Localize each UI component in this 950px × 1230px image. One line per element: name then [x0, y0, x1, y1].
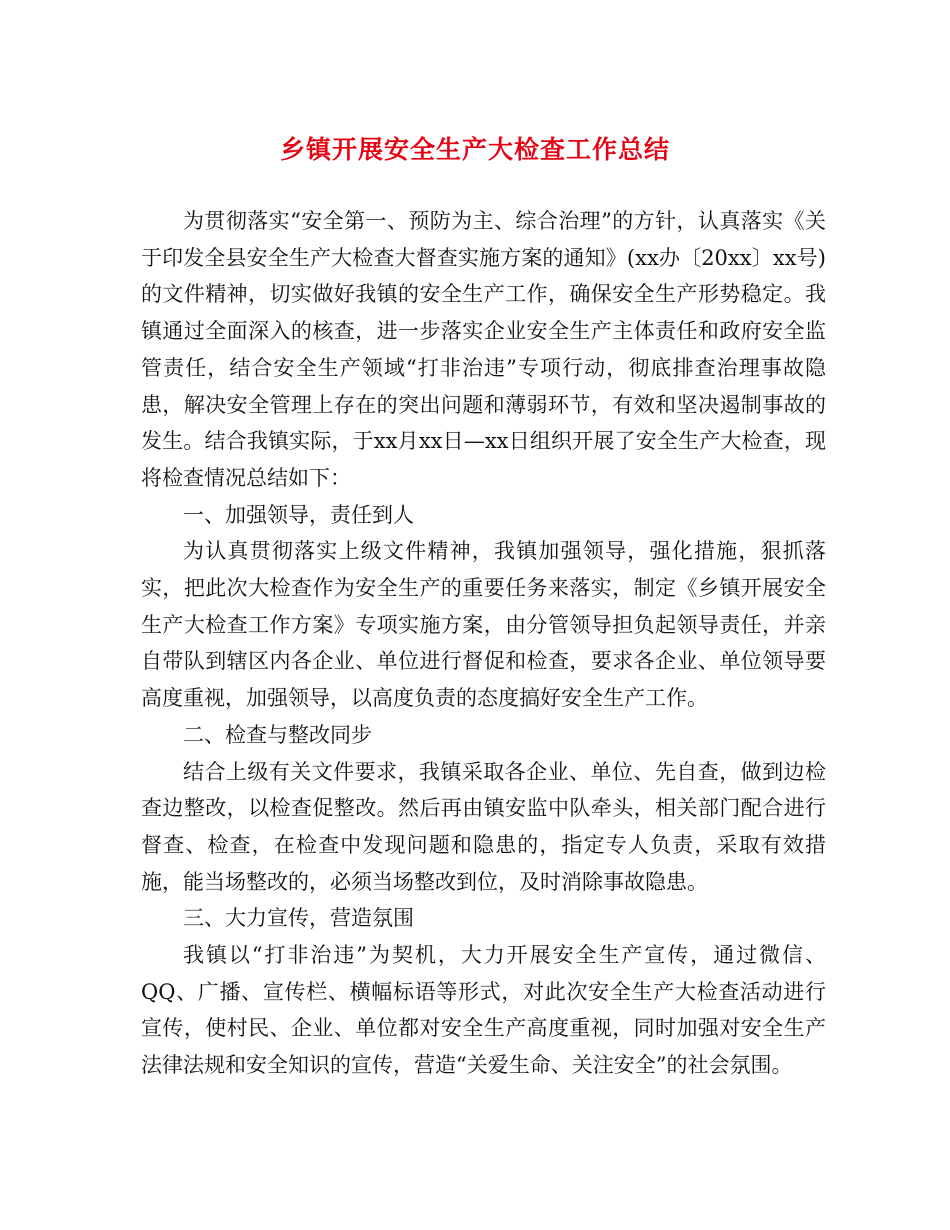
section-paragraph-1: 为认真贯彻落实上级文件精神，我镇加强领导，强化措施，狠抓落实，把此次大检查作为安全生产的重要任务来落实，制定《乡镇开展安全生产大检查工作方案》专项实施方案，由分管领导担负起领导责任，并亲自带队到辖区内各企业、单位进行督促和检查，要求各企业、单位领导要高度重视，加强领导，以高度负责的态度搞好安全生产工作。	[141, 539, 826, 711]
intro-paragraph: 为贯彻落实“安全第一、预防为主、综合治理”的方针，认真落实《关于印发全县安全生产大检查大督查实施方案的通知》(xx办〔20xx〕xx号)的文件精神，切实做好我镇的安全生产工作，确保安全生产形势稳定。我镇通过全面深入的核查，进一步落实企业安全生产主体责任和政府安全监管责任，结合安全生产领域“打非治违”专项行动，彻底排查治理事故隐患，解决安全管理上存在的突出问题和薄弱环节，有效和坚决遏制事故的发生。结合我镇实际，于xx月xx日—xx日组织开展了安全生产大检查，现将检查情况总结如下：	[141, 209, 826, 490]
section-heading-1: 一、加强领导，责任到人	[183, 502, 414, 527]
section-paragraph-2: 结合上级有关文件要求，我镇采取各企业、单位、先自查，做到边检查边整改，以检查促整改。然后再由镇安监中队牵头，相关部门配合进行督查、检查，在检查中发现问题和隐患的，指定专人负责，采取有效措施，能当场整改的，必须当场整改到位，及时消除事故隐患。	[141, 759, 826, 894]
section-heading-3: 三、大力宣传，营造氛围	[183, 906, 414, 931]
section-heading-2: 二、检查与整改同步	[183, 722, 372, 747]
section-paragraph-3: 我镇以“打非治违”为契机，大力开展安全生产宣传，通过微信、QQ、广播、宣传栏、横幅标语等形式，对此次安全生产大检查活动进行宣传，使村民、企业、单位都对安全生产高度重视，同时加强对安全生产法律法规和安全知识的宣传，营造“关爱生命、关注安全”的社会氛围。	[141, 943, 826, 1078]
document-title: 乡镇开展安全生产大检查工作总结	[279, 135, 670, 164]
document-body	[141, 203, 826, 1084]
